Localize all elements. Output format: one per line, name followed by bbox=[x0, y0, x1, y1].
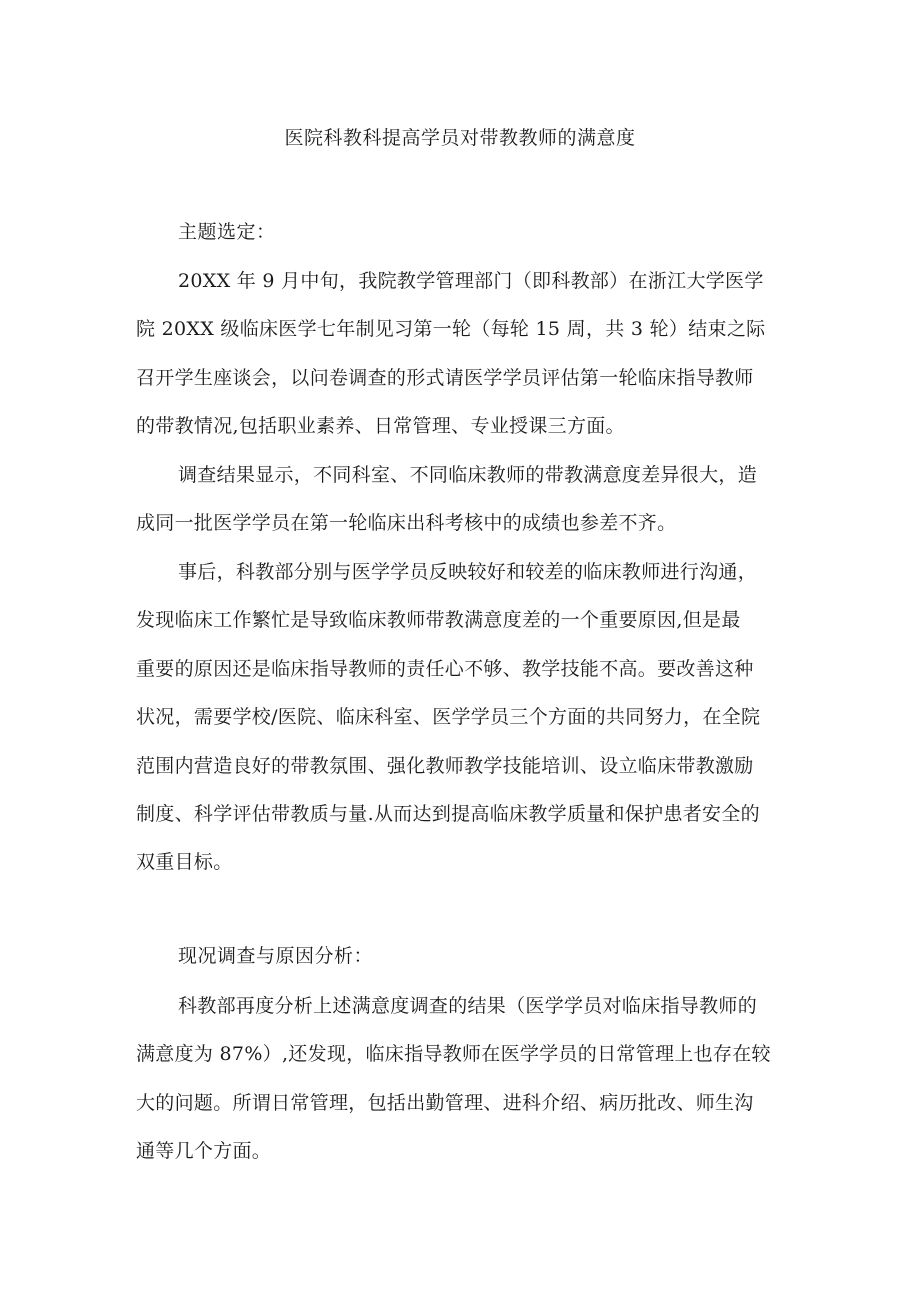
paragraph-line: 20XX 年 9 月中旬，我院教学管理部门（即科教部）在浙江大学医学 bbox=[178, 270, 764, 292]
document-title: 医院科教科提高学员对带教教师的满意度 bbox=[284, 127, 636, 149]
paragraph-line: 通等几个方面。 bbox=[136, 1140, 272, 1163]
paragraph-line: 的带教情况,包括职业素养、日常管理、专业授课三方面。 bbox=[136, 415, 625, 438]
paragraph-follow-up bbox=[136, 548, 791, 887]
paragraph-analysis bbox=[136, 982, 791, 1176]
paragraph-line: 制度、科学评估带教质与量.从而达到提高临床教学质量和保护患者安全的 bbox=[136, 802, 760, 825]
paragraph-line: 院 20XX 级临床医学七年制见习第一轮（每轮 15 周，共 3 轮）结束之际 bbox=[136, 318, 766, 341]
paragraph-line: 双重目标。 bbox=[136, 851, 233, 874]
paragraph-line: 调查结果显示，不同科室、不同临床教师的带教满意度差异很大，造 bbox=[178, 464, 758, 486]
paragraph-line: 科教部再度分析上述满意度调查的结果（医学学员对临床指导教师的 bbox=[178, 995, 758, 1017]
paragraph-line: 状况，需要学校/医院、临床科室、医学学员三个方面的共同努力，在全院 bbox=[136, 706, 761, 729]
paragraph-survey-result bbox=[136, 451, 791, 548]
paragraph-line: 大的问题。所谓日常管理，包括出勤管理、进科介绍、病历批改、师生沟 bbox=[136, 1091, 754, 1114]
paragraph-line: 发现临床工作繁忙是导致临床教师带教满意度差的一个重要原因,但是最 bbox=[136, 609, 741, 632]
section-heading-topic: 主题选定： bbox=[178, 221, 276, 243]
paragraph-background bbox=[136, 257, 791, 451]
paragraph-line: 重要的原因还是临床指导教师的责任心不够、教学技能不高。要改善这种 bbox=[136, 657, 754, 680]
paragraph-line: 满意度为 87%）,还发现，临床指导教师在医学学员的日常管理上也存在较 bbox=[136, 1043, 771, 1066]
paragraph-line: 召开学生座谈会，以问卷调查的形式请医学学员评估第一轮临床指导教师 bbox=[136, 366, 754, 389]
paragraph-line: 成同一批医学学员在第一轮临床出科考核中的成绩也参差不齐。 bbox=[136, 512, 677, 535]
paragraph-line: 事后，科教部分别与医学学员反映较好和较差的临床教师进行沟通， bbox=[178, 561, 758, 583]
section-heading-analysis: 现况调查与原因分析： bbox=[178, 945, 374, 967]
paragraph-line: 范围内营造良好的带教氛围、强化教师教学技能培训、设立临床带教激励 bbox=[136, 754, 754, 777]
